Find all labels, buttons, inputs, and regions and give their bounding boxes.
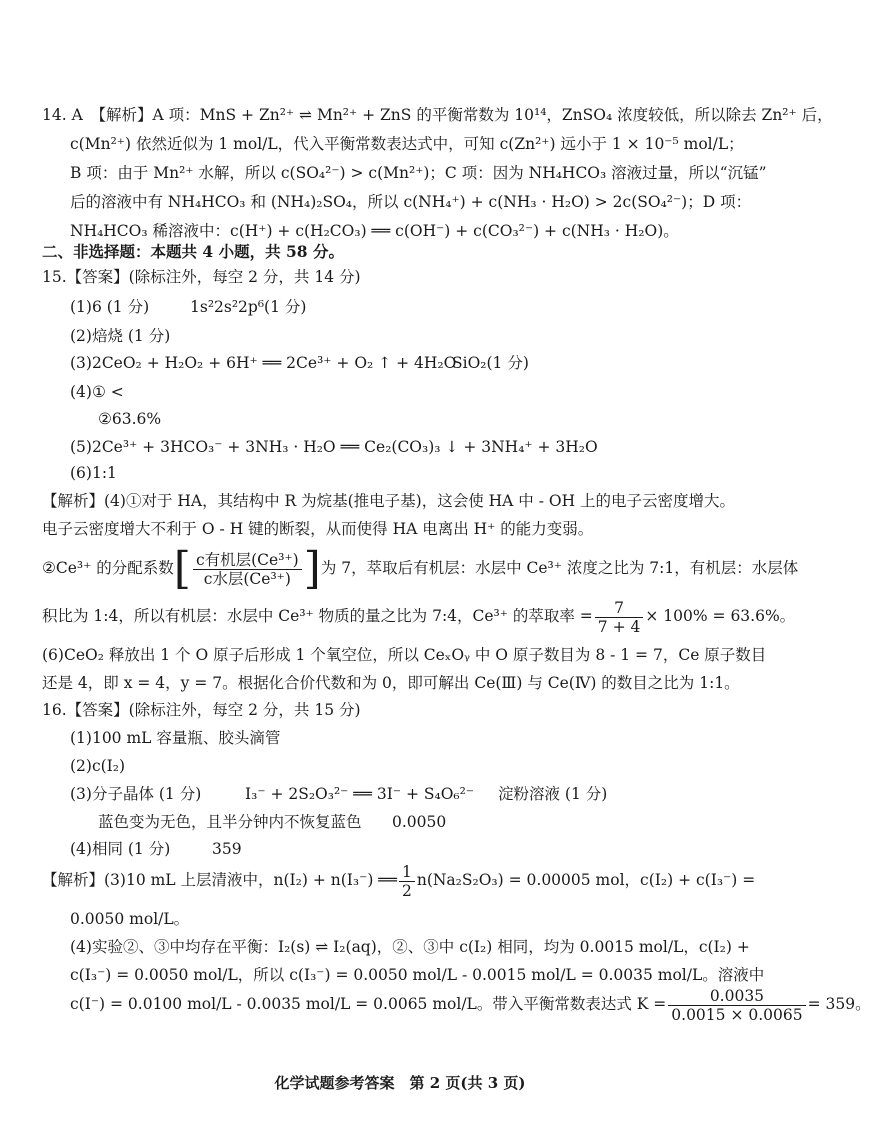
extraction-rate-fraction [595, 599, 644, 636]
fraction-numerator: c有机层(Ce³⁺) [193, 551, 302, 570]
q16-answer-3b: I₃⁻ + 2S₂O₃²⁻ ══ 3I⁻ + S₄O₆²⁻ [245, 785, 475, 803]
left-bracket: [ [173, 543, 191, 594]
q14-line-1: 14. A 【解析】A 项：MnS + Zn²⁺ ⇌ Mn²⁺ + ZnS 的平衡常数为 10¹⁴，ZnSO₄ 浓度较低，所以除去 Zn²⁺ 后， [42, 106, 833, 124]
q15-explain-4-post: × 100% = 63.6%。 [645, 607, 796, 625]
section-heading: 二、非选择题：本题共 4 小题，共 58 分。 [42, 242, 344, 261]
q15-explain-4 [42, 594, 795, 638]
q16-explain-2: 0.0050 mol/L。 [70, 910, 190, 928]
q16-answer-4a: (4)相同 (1 分) [70, 840, 171, 858]
q15-heading: 15.【答案】(除标注外，每空 2 分，共 14 分) [42, 268, 361, 286]
q15-answer-4b: ②63.6% [98, 410, 162, 428]
q16-explain-3: (4)实验②、③中均存在平衡：I₂(s) ⇌ I₂(aq)，②、③中 c(I₂) 相同，均为 0.0015 mol/L，c(I₂) + [70, 938, 750, 956]
q15-explain-3 [42, 543, 799, 594]
q16-explain-4: c(I₃⁻) = 0.0050 mol/L，所以 c(I₃⁻) = 0.0050 mol/L - 0.0015 mol/L = 0.0035 mol/L。溶液中 [70, 966, 765, 984]
q16-answer-3a: (3)分子晶体 (1 分) [70, 785, 202, 803]
q15-answer-6: (6)1:1 [70, 464, 117, 482]
q15-explain-4-pre: 积比为 1:4，所以有机层：水层中 Ce³⁺ 物质的量之比为 7:4，Ce³⁺ 的萃取率 = [42, 607, 593, 625]
q15-explain-2: 电子云密度增大不利于 O - H 键的断裂，从而使得 HA 电离出 H⁺ 的能力变弱。 [42, 520, 594, 538]
q15-explain-3-post: 为 7，萃取后有机层：水层中 Ce³⁺ 浓度之比为 7:1，有机层：水层体 [320, 559, 799, 577]
fraction-denominator: 7 + 4 [597, 617, 641, 636]
q15-explain-1: 【解析】(4)①对于 HA，其结构中 R 为烷基(推电子基)，这会使 HA 中 - OH 上的电子云密度增大。 [42, 492, 736, 510]
fraction-numerator: 0.0035 [668, 987, 805, 1006]
fraction-denominator: 0.0015 × 0.0065 [671, 1005, 803, 1024]
fraction-numerator: 1 [399, 863, 415, 882]
q14-line-2: c(Mn²⁺) 依然近似为 1 mol/L，代入平衡常数表达式中，可知 c(Zn²⁺) 远小于 1 × 10⁻⁵ mol/L； [70, 135, 744, 153]
equilibrium-constant-fraction [668, 987, 805, 1024]
q16-explain-5-post: = 359。 [807, 995, 871, 1013]
fraction-numerator: 7 [595, 599, 644, 618]
q15-answer-3b: SiO₂(1 分) [452, 354, 529, 372]
q16-answer-1: (1)100 mL 容量瓶、胶头滴管 [70, 729, 281, 747]
q14-line-4: 后的溶液中有 NH₄HCO₃ 和 (NH₄)₂SO₄，所以 c(NH₄⁺) + c(NH₃ · H₂O) > 2c(SO₄²⁻)；D 项： [70, 193, 752, 211]
fraction-denominator: 2 [401, 881, 412, 900]
q16-answer-3e: 0.0050 [392, 813, 447, 831]
q15-explain-5: (6)CeO₂ 释放出 1 个 O 原子后形成 1 个氧空位，所以 CeₓOᵧ 中 O 原子数目为 8 - 1 = 7，Ce 原子数目 [42, 646, 767, 664]
q16-answer-3d: 蓝色变为无色，且半分钟内不恢复蓝色 [98, 813, 362, 831]
q16-explain-5 [70, 982, 871, 1026]
q15-answer-2: (2)焙烧 (1 分) [70, 327, 171, 345]
q15-answer-1a: (1)6 (1 分) [70, 298, 150, 316]
half-fraction [399, 863, 415, 900]
q15-answer-5: (5)2Ce³⁺ + 3HCO₃⁻ + 3NH₃ · H₂O ══ Ce₂(CO₃)₃ ↓ + 3NH₄⁺ + 3H₂O [70, 438, 598, 456]
q15-answer-3a: (3)2CeO₂ + H₂O₂ + 6H⁺ ══ 2Ce³⁺ + O₂ ↑ + 4H₂O [70, 354, 457, 372]
q15-answer-1b: 1s²2s²2p⁶(1 分) [190, 298, 307, 316]
q16-explain-1 [42, 858, 755, 902]
q16-heading: 16.【答案】(除标注外，每空 2 分，共 15 分) [42, 701, 361, 719]
q16-answer-2: (2)c(I₂) [70, 757, 126, 775]
q16-explain-5-pre: c(I⁻) = 0.0100 mol/L - 0.0035 mol/L = 0.0065 mol/L。带入平衡常数表达式 K = [70, 995, 667, 1013]
q16-explain-1-pre: 【解析】(3)10 mL 上层清液中，n(I₂) + n(I₃⁻) ══ [42, 871, 397, 889]
q16-answer-3c: 淀粉溶液 (1 分) [498, 785, 608, 803]
q15-answer-4a: (4)① < [70, 383, 124, 401]
distribution-coefficient-fraction [193, 551, 302, 588]
fraction-denominator: c水层(Ce³⁺) [203, 569, 291, 588]
q15-explain-6: 还是 4，即 x = 4，y = 7。根据化合价代数和为 0，即可解出 Ce(Ⅲ) 与 Ce(Ⅳ) 的数目之比为 1:1。 [42, 674, 740, 692]
right-bracket: ] [303, 543, 321, 594]
q15-explain-3-pre: ②Ce³⁺ 的分配系数 [42, 559, 174, 577]
q14-line-5: NH₄HCO₃ 稀溶液中：c(H⁺) + c(H₂CO₃) ══ c(OH⁻) + c(CO₃²⁻) + c(NH₃ · H₂O)。 [70, 222, 679, 240]
q16-answer-4b: 359 [212, 840, 242, 858]
q16-explain-1-post: n(Na₂S₂O₃) = 0.00005 mol，c(I₂) + c(I₃⁻) = [416, 871, 756, 889]
page-footer: 化学试题参考答案 第 2 页(共 3 页) [274, 1074, 526, 1092]
q14-line-3: B 项：由于 Mn²⁺ 水解，所以 c(SO₄²⁻) > c(Mn²⁺)；C 项：因为 NH₄HCO₃ 溶液过量，所以“沉锰” [70, 164, 767, 182]
